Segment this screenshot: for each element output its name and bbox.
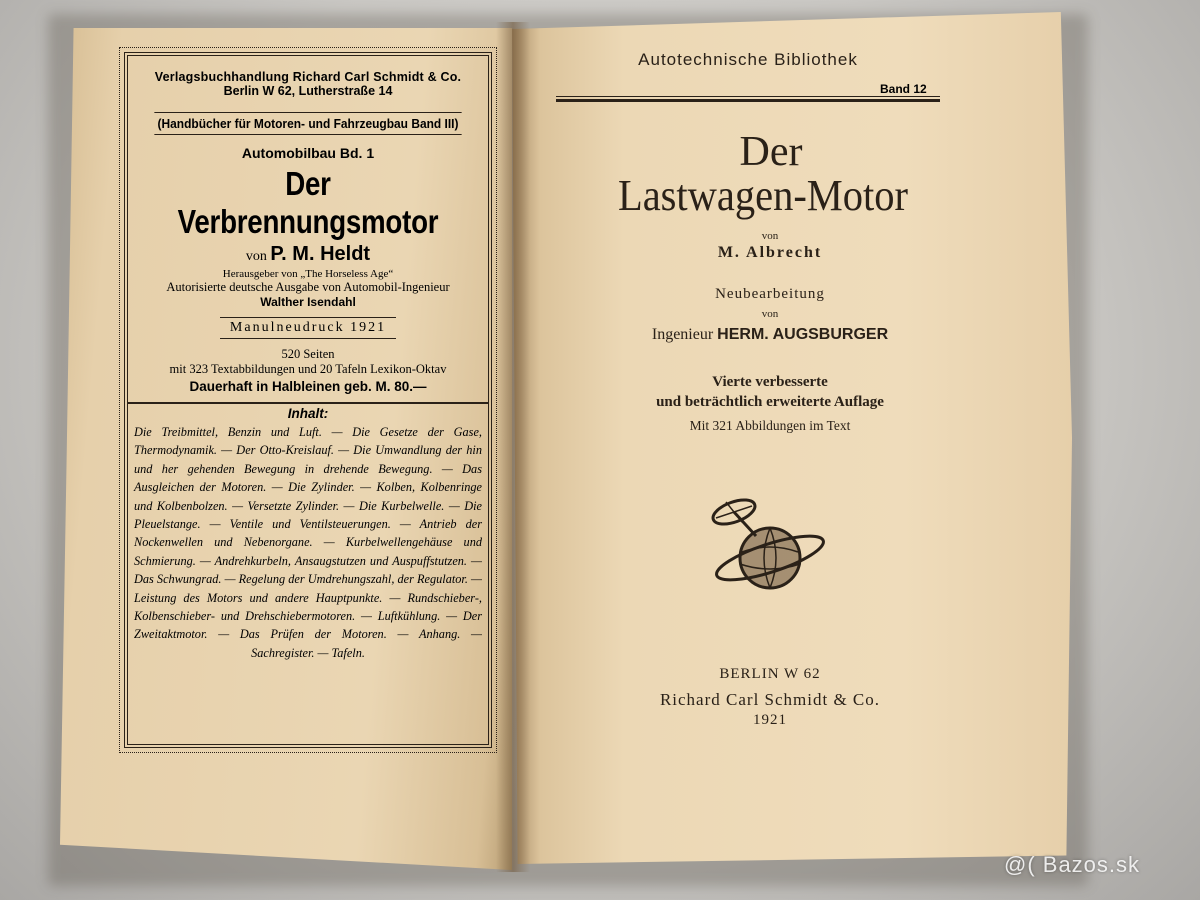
advertisement-frame <box>124 52 492 748</box>
translator-name: Walther Isendahl <box>260 295 356 309</box>
globe-steering-wheel-emblem-icon <box>700 490 830 600</box>
publisher-address: Berlin W 62, Lutherstraße 14 <box>223 84 393 98</box>
price-label: Dauerhaft in Halbleinen geb. M. 80.— <box>189 379 427 394</box>
book-gutter <box>496 22 530 872</box>
book-title-line-1: Der <box>739 129 803 175</box>
author-editor-note: Herausgeber von „The Horseless Age“ <box>222 268 394 280</box>
reprint-label: Manulneudruck 1921 <box>220 317 396 339</box>
advertised-book-title: Der Verbrennungsmotor <box>177 165 439 240</box>
book-title-line-2: Lastwagen-Motor <box>617 171 909 220</box>
contents-text: Die Treibmittel, Benzin und Luft. — Die Gesetze der Gase, Thermodynamik. — Der Otto-Kreislauf. — Die Umwandlung der hin und her gehenden Bewegung in drehende Bewegung. — Das Ausgleichen der Motoren. — Die Zylinder. — Kolben, Kolbenringe und Kolbenbolzen. — Versetzte Zylinder. — Die Kurbelwelle. — Die Pleuelstange. — Ventile und Ventilsteuerungen. — Antrieb der Nockenwellen und Nebenorgane. — Kurbelwellengehäuse und Schmierung. — Andrehkurbeln, Ansaugstutzen und Auspuffstutzen. — Das Schwungrad. — Regelung der Umdrehungszahl, der Regulator. — Leistung des Motors und andere Hauptpunkte. — Rundschieber-, Kolbenschieber- und Drehschiebermotoren. — Luftkühlung. — Der Zweitaktmotor. — Das Prüfen der Motoren. — Anhang. — Sachregister. — Tafeln. <box>134 425 482 660</box>
illustrations-note: mit 323 Textabbildungen und 20 Tafeln Lexikon-Oktav <box>169 362 447 376</box>
author-prefix: von <box>245 249 267 264</box>
reviser-name: HERM. AUGSBURGER <box>717 326 889 343</box>
imprint-city: BERLIN W 62 <box>719 666 821 682</box>
book-author: M. Albrecht <box>717 244 823 261</box>
revision-label: Neubearbeitung <box>715 286 825 302</box>
publisher-name: Verlagsbuchhandlung Richard Carl Schmidt & Co. <box>154 70 462 84</box>
advertised-book-author <box>128 243 488 266</box>
author-name: P. M. Heldt <box>270 243 371 265</box>
reviser-prefix: Ingenieur <box>651 326 714 343</box>
bazos-watermark: @( Bazos.sk <box>1004 852 1141 877</box>
series-rule-divider <box>556 96 940 102</box>
edition-line-2: und beträchtlich erweiterte Auflage <box>656 394 884 410</box>
imprint-publisher: Richard Carl Schmidt & Co. <box>659 690 881 709</box>
edition-line-3: Mit 321 Abbildungen im Text <box>689 418 851 433</box>
series-note: (Handbücher für Motoren- und Fahrzeugbau Band III) <box>154 112 461 135</box>
reviser-line <box>560 326 980 344</box>
imprint-year: 1921 <box>753 712 787 728</box>
edition-line-1: Vierte verbesserte <box>712 374 828 390</box>
series-header <box>556 50 940 70</box>
von-label-2: von <box>761 308 779 320</box>
series-title: Autotechnische Bibliothek <box>638 50 858 69</box>
von-label-1: von <box>761 230 779 242</box>
volume-label: Automobilbau Bd. 1 <box>241 145 375 161</box>
translation-note: Autorisierte deutsche Ausgabe von Automobil-Ingenieur <box>166 280 450 294</box>
series-band-number: Band 12 <box>880 82 927 96</box>
contents-heading: Inhalt: <box>128 402 488 421</box>
page-count: 520 Seiten <box>281 347 335 361</box>
